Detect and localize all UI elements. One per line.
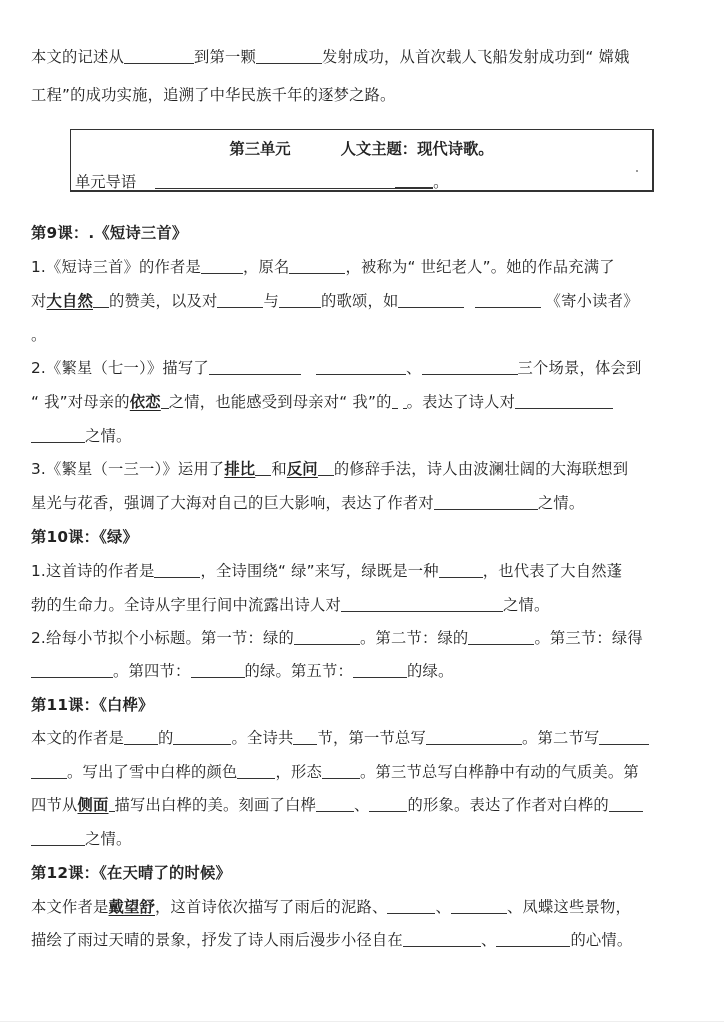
text-segment: 。全诗共 xyxy=(231,729,294,747)
text-segment: 1.《短诗三首》的作者是 xyxy=(31,258,201,276)
fill-blank[interactable] xyxy=(341,595,503,612)
text-line xyxy=(31,561,622,581)
answer-text: 大自然 xyxy=(46,292,93,310)
fill-blank[interactable] xyxy=(279,291,321,308)
text-segment: 的形象。表达了作者对白桦的 xyxy=(407,796,609,814)
filled-answer xyxy=(224,460,271,478)
text-segment: 、 xyxy=(406,359,422,377)
text-segment: 勃的生命力。全诗从字里行间中流露出诗人对 xyxy=(31,596,341,614)
text-segment: 节，第一节总写 xyxy=(317,729,426,747)
fill-blank[interactable] xyxy=(353,661,407,678)
text-segment: 3.《繁星（一三一）》运用了 xyxy=(31,460,225,478)
unit-theme: 人文主题：现代诗歌。 xyxy=(340,140,494,158)
text-line xyxy=(31,291,639,311)
text-segment: 《寄小读者》 xyxy=(540,292,639,310)
text-segment: 。 xyxy=(31,326,47,344)
fill-blank[interactable] xyxy=(31,762,67,779)
text-line xyxy=(31,762,639,782)
unit-name: 第三单元 xyxy=(229,140,291,158)
fill-blank[interactable] xyxy=(426,728,522,745)
answer-text: 戴望舒 xyxy=(108,898,155,916)
lesson-heading: 第10课：《绿》 xyxy=(31,528,139,546)
answer-text: 反问 xyxy=(286,460,318,478)
text-line xyxy=(31,595,549,615)
filled-answer xyxy=(130,393,169,411)
text-line xyxy=(31,47,630,67)
fill-blank[interactable] xyxy=(422,358,518,375)
text-segment: 2.给每小节拟个小标题。第一节：绿的 xyxy=(31,629,294,647)
text-segment: 之情。 xyxy=(85,427,132,445)
text-segment: 的赞美，以及对 xyxy=(109,292,218,310)
fill-blank[interactable] xyxy=(124,728,158,745)
text-line xyxy=(31,930,632,950)
text-segment: 对 xyxy=(31,292,47,310)
fill-blank[interactable] xyxy=(201,257,243,274)
text-segment: 描写出白桦的美。刻画了白桦 xyxy=(114,796,316,814)
text-segment: 本文的记述从 xyxy=(31,48,124,66)
text-line xyxy=(31,661,453,681)
fill-blank[interactable] xyxy=(31,426,85,443)
fill-blank[interactable] xyxy=(217,291,263,308)
text-segment: 的绿。第五节： xyxy=(244,662,353,680)
fill-blank[interactable] xyxy=(451,897,507,914)
fill-blank[interactable] xyxy=(289,257,345,274)
answer-underline-pad xyxy=(255,459,271,476)
text-segment: 本文作者是 xyxy=(31,898,109,916)
fill-blank[interactable] xyxy=(237,762,275,779)
text-segment: ，这首诗依次描写了雨后的泥路、 xyxy=(155,898,388,916)
text-segment: 的绿。 xyxy=(406,662,454,680)
text-segment: 之情。 xyxy=(502,596,550,614)
fill-blank[interactable] xyxy=(31,829,85,846)
fill-blank[interactable] xyxy=(434,493,538,510)
text-segment: ，也代表了大自然蓬 xyxy=(482,562,623,580)
text-line xyxy=(31,628,643,648)
fill-blank[interactable] xyxy=(31,661,113,678)
text-segment: 描绘了雨过天晴的景象，抒发了诗人雨后漫步小径自在 xyxy=(31,931,403,949)
text-line xyxy=(31,459,628,479)
answer-text: 侧面 xyxy=(77,796,109,814)
text-segment: 2.《繁星（七一）》描写了 xyxy=(31,359,209,377)
fill-blank[interactable] xyxy=(403,930,481,947)
text-segment: 之情，也能感受到母亲对“ 我”的 xyxy=(168,393,392,411)
text-segment: “ 我”对母亲的 xyxy=(31,393,130,411)
text-segment: 的歌颂，如 xyxy=(320,292,399,310)
filled-answer xyxy=(78,796,115,814)
text-line xyxy=(31,795,643,815)
text-segment: 。第二节写 xyxy=(521,729,600,747)
text-segment: 。第三节总写白桦静中有动的气质美。第 xyxy=(359,763,639,781)
page-bottom-edge xyxy=(0,1021,724,1022)
text-line xyxy=(31,897,631,917)
text-segment: 的 xyxy=(157,729,174,747)
text-segment xyxy=(464,292,474,310)
fill-blank[interactable] xyxy=(475,291,541,308)
text-segment xyxy=(301,359,316,377)
text-segment: ，全诗围绕“ 绿”来写，绿既是一种 xyxy=(200,562,439,580)
text-segment: 到第一颗 xyxy=(193,48,256,66)
fill-blank[interactable] xyxy=(173,728,231,745)
fill-blank[interactable] xyxy=(322,762,360,779)
text-line xyxy=(31,358,641,378)
text-line xyxy=(31,257,615,277)
fill-blank[interactable] xyxy=(124,47,194,64)
text-segment: 。第四节： xyxy=(113,662,191,680)
filled-answer xyxy=(287,460,334,478)
fill-blank[interactable] xyxy=(609,795,643,812)
text-segment: 。第三节：绿得 xyxy=(534,629,643,647)
filled-answer xyxy=(47,292,110,310)
fill-blank[interactable] xyxy=(496,930,570,947)
fill-blank[interactable] xyxy=(294,628,360,645)
unit-guide-row xyxy=(75,170,448,192)
fill-blank[interactable] xyxy=(209,358,301,375)
fill-blank[interactable] xyxy=(515,392,613,409)
text-segment: 之情。 xyxy=(537,494,585,512)
answer-underline-pad xyxy=(318,459,334,476)
text-segment: 的心情。 xyxy=(570,931,633,949)
fill-blank[interactable] xyxy=(369,795,407,812)
text-segment: 与 xyxy=(263,292,279,310)
fill-blank[interactable] xyxy=(256,47,322,64)
filled-answer xyxy=(109,898,156,916)
text-segment: 1.这首诗的作者是 xyxy=(31,562,155,580)
unit-guide-label: 单元导语 xyxy=(75,173,137,191)
text-line xyxy=(31,728,649,748)
fill-blank[interactable] xyxy=(468,628,534,645)
answer-underline-pad xyxy=(93,291,109,308)
answer-text: 排比 xyxy=(224,460,256,478)
text-segment: 和 xyxy=(271,460,287,478)
text-segment: 。写出了雪中白桦的颜色 xyxy=(67,763,238,781)
answer-text: 依恋 xyxy=(129,393,161,411)
fill-blank[interactable] xyxy=(387,897,435,914)
fill-blank[interactable] xyxy=(395,171,433,189)
fill-blank[interactable] xyxy=(439,561,483,578)
fill-blank[interactable] xyxy=(316,358,406,375)
text-line xyxy=(31,829,132,849)
text-segment: 本文的作者是 xyxy=(31,729,124,747)
text-segment: 、 xyxy=(480,931,497,949)
text-segment: 。第二节：绿的 xyxy=(359,629,469,647)
text-segment: 、 xyxy=(435,898,451,916)
unit-title xyxy=(71,137,652,159)
text-line xyxy=(31,85,396,105)
text-line xyxy=(31,493,584,513)
fill-blank[interactable] xyxy=(154,561,200,578)
text-segment: ，原名 xyxy=(242,258,290,276)
text-line xyxy=(31,325,47,345)
text-line xyxy=(31,426,132,446)
text-segment: 工程”的成功实施，追溯了中华民族千年的逐梦之路。 xyxy=(31,86,396,104)
text-segment: 星光与花香，强调了大海对自己的巨大影响，表达了作者对 xyxy=(31,494,434,512)
unit-guide-end: 。 xyxy=(433,173,449,191)
answer-underline-pad xyxy=(161,392,169,409)
fill-blank[interactable] xyxy=(155,172,395,189)
fill-blank[interactable] xyxy=(293,728,317,745)
fill-blank[interactable] xyxy=(599,728,649,745)
text-segment: 、凤蝶这些景物， xyxy=(506,898,631,916)
fill-blank[interactable] xyxy=(316,795,354,812)
text-segment: 的修辞手法，诗人由波澜壮阔的大海联想到 xyxy=(333,460,629,478)
fill-blank[interactable] xyxy=(398,291,464,308)
fill-blank[interactable] xyxy=(191,661,245,678)
stray-dot xyxy=(636,170,638,172)
text-segment: ，被称为“ 世纪老人”。她的作品充满了 xyxy=(345,258,615,276)
text-segment: 。表达了诗人对 xyxy=(406,393,516,411)
lesson-heading: 第12课：《在天晴了的时候》 xyxy=(31,864,232,882)
text-segment: 四节从 xyxy=(31,796,78,814)
text-line xyxy=(31,392,613,412)
lesson-heading: 第11课：《白桦》 xyxy=(31,696,154,714)
text-segment: 三个场景，体会到 xyxy=(517,359,642,377)
text-segment: 发射成功，从首次载人飞船发射成功到“ 嫦娥 xyxy=(321,48,630,66)
lesson-heading: 第9课：.《短诗三首》 xyxy=(31,224,188,242)
unit-box xyxy=(70,129,654,192)
text-segment: ，形态 xyxy=(275,763,322,781)
text-segment: 之情。 xyxy=(85,830,132,848)
text-segment: 、 xyxy=(353,796,370,814)
